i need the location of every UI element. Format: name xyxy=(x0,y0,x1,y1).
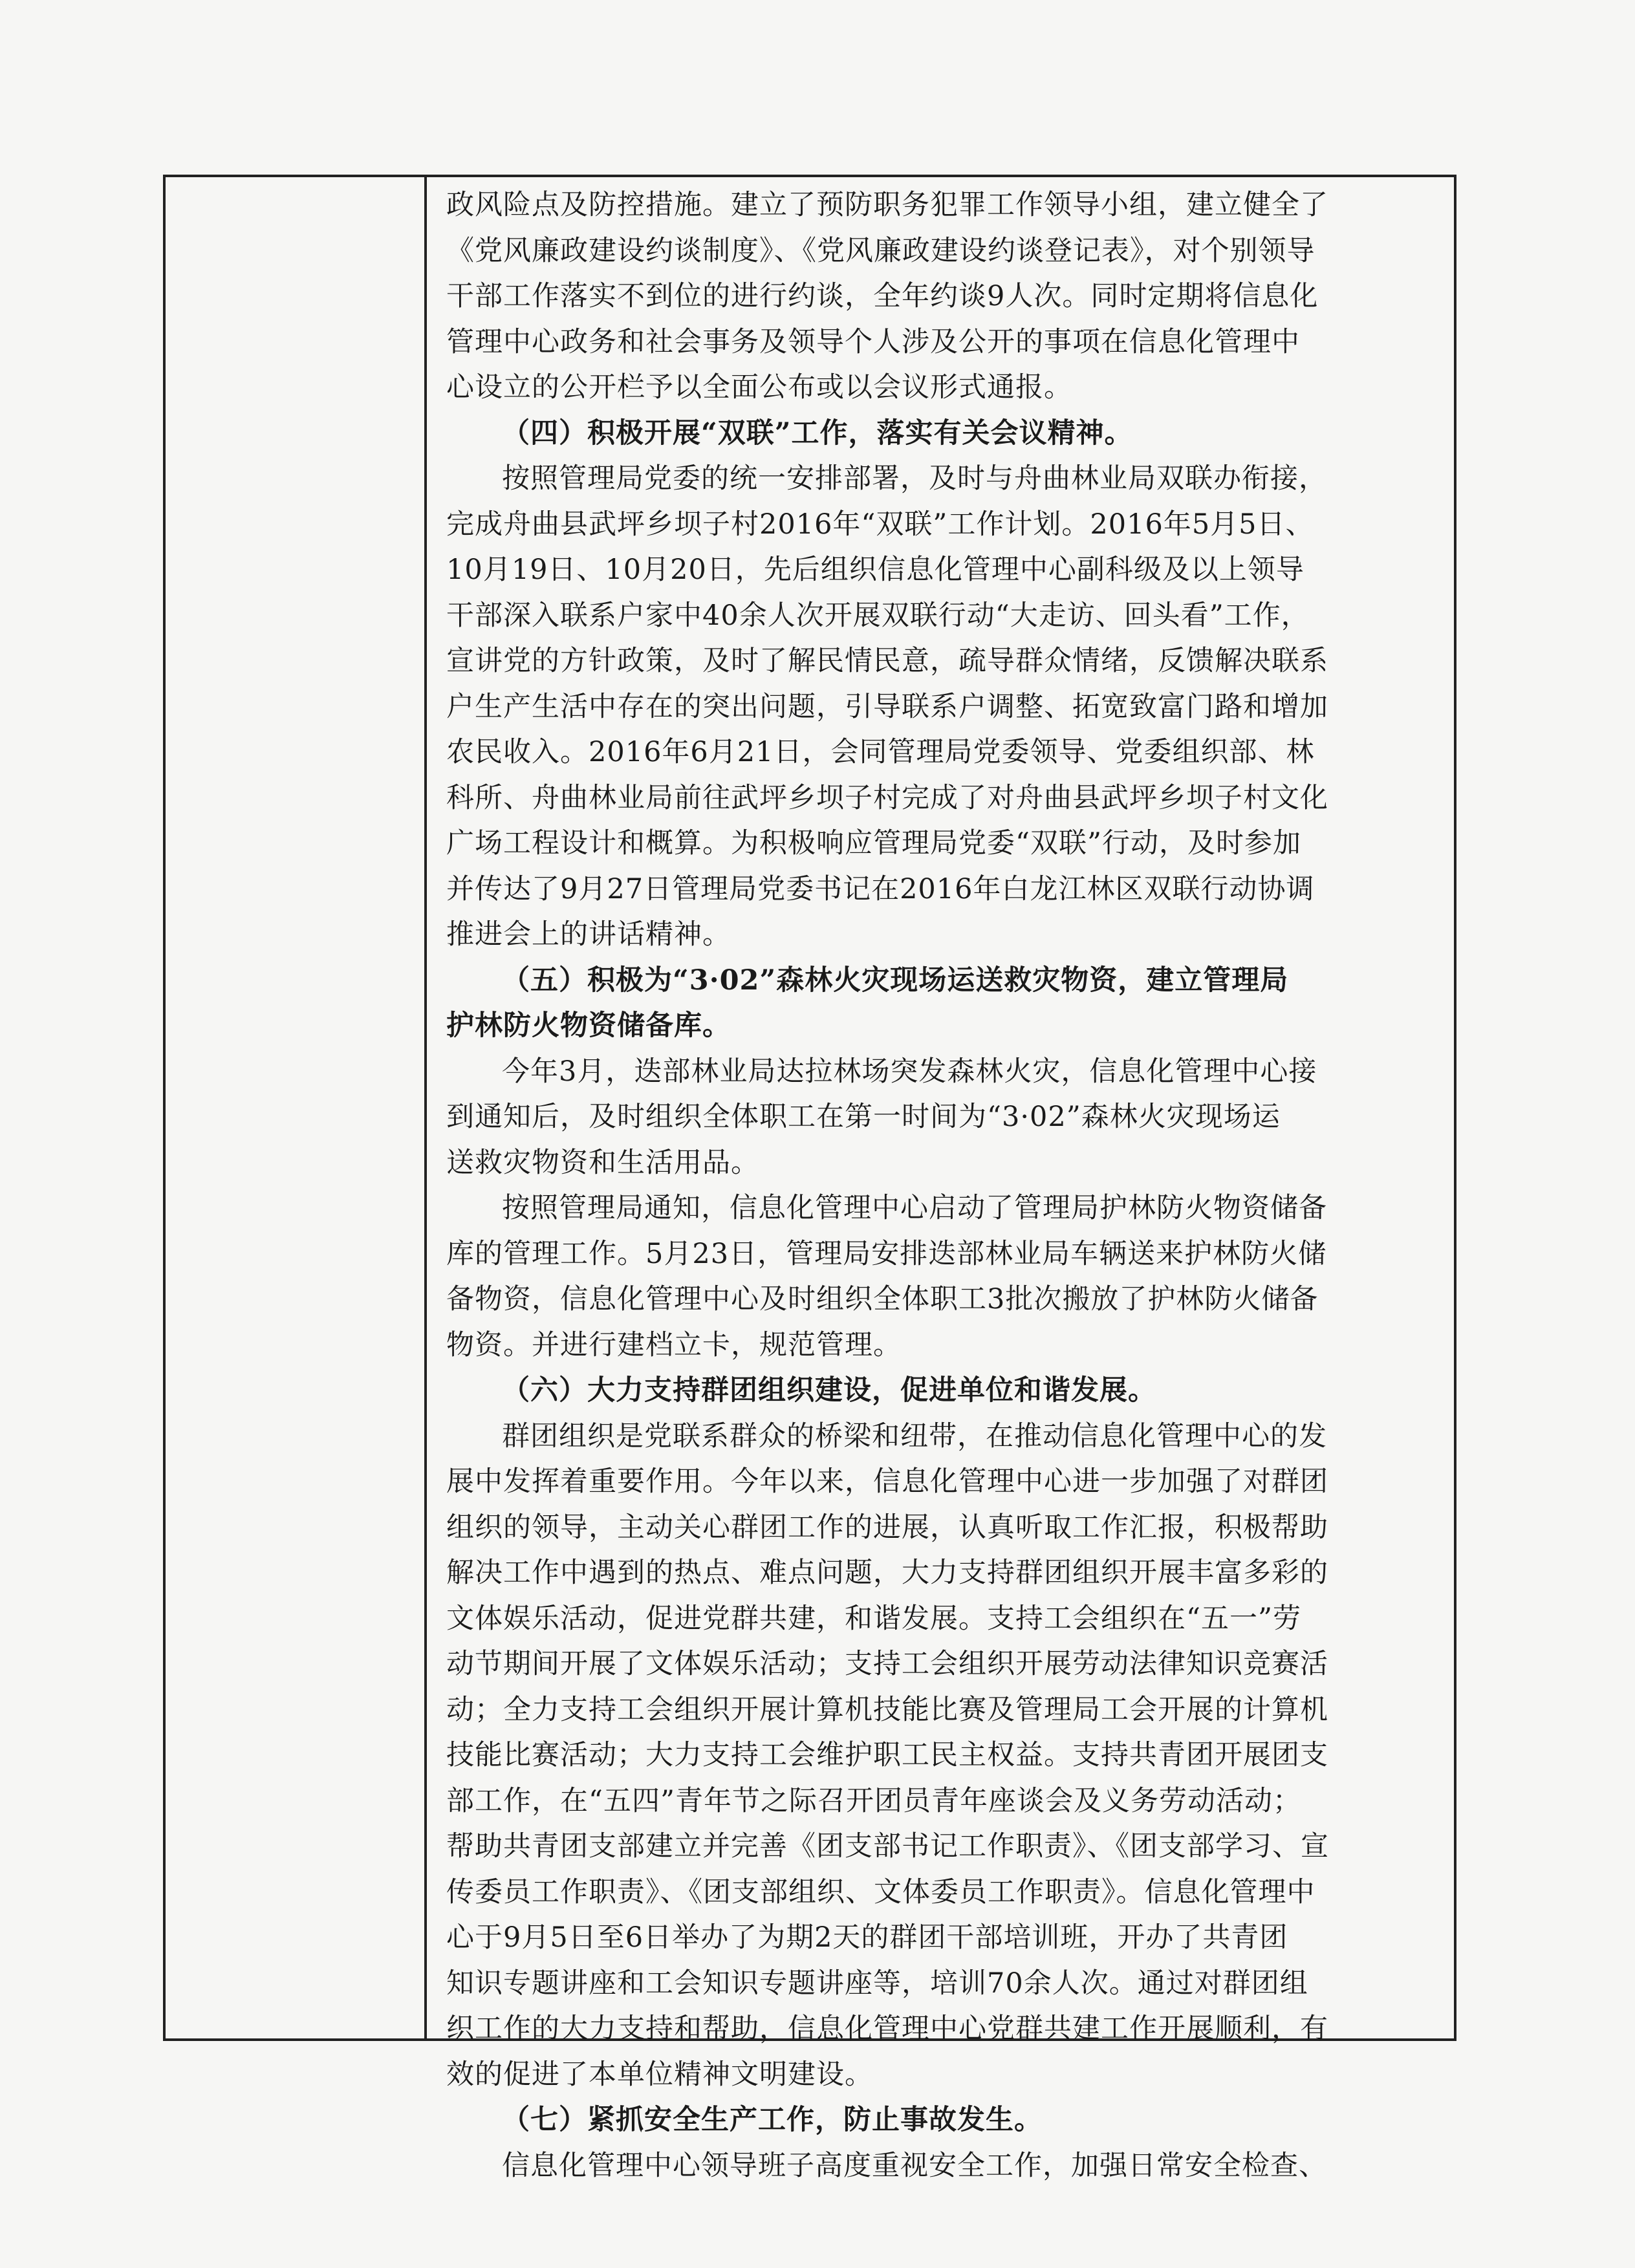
paragraph-line: 效的促进了本单位精神文明建设。 xyxy=(446,2058,873,2091)
paragraph-line: 完成舟曲县武坪乡坝子村2016年“双联”工作计划。2016年5月5日、 xyxy=(446,508,1314,541)
paragraph-line: 送救灾物资和生活用品。 xyxy=(446,1146,759,1179)
section-heading-line: （六）大力支持群团组织建设，促进单位和谐发展。 xyxy=(502,1374,1156,1407)
paragraph-line: 织工作的大力支持和帮助，信息化管理中心党群共建工作开展顺利，有 xyxy=(446,2013,1328,2045)
paragraph-line: 按照管理局党委的统一安排部署，及时与舟曲林业局双联办衔接， xyxy=(502,462,1327,495)
paragraph-line: 动节期间开展了文体娱乐活动；支持工会组织开展劳动法律知识竞赛活 xyxy=(446,1648,1328,1680)
paragraph-line: 传委员工作职责》、《团支部组织、文体委员工作职责》。信息化管理中 xyxy=(446,1875,1316,1908)
paragraph-line: 心于9月5日至6日举办了为期2天的群团干部培训班，开办了共青团 xyxy=(446,1921,1288,1954)
paragraph-line: 心设立的公开栏予以全面公布或以会议形式通报。 xyxy=(446,371,1072,404)
document-table xyxy=(163,175,1456,2182)
section-heading-line: （四）积极开展“双联”工作，落实有关会议精神。 xyxy=(502,416,1133,449)
section-heading-line: （五）积极为“3·02”森林火灾现场运送救灾物资，建立管理局 xyxy=(502,964,1289,997)
paragraph-line: 展中发挥着重要作用。今年以来，信息化管理中心进一步加强了对群团 xyxy=(446,1465,1328,1498)
section-heading-line: 护林防火物资储备库。 xyxy=(446,1010,731,1042)
paragraph-line: 部工作，在“五四”青年节之际召开团员青年座谈会及义务劳动活动； xyxy=(446,1784,1301,1817)
paragraph-line: 农民收入。2016年6月21日，会同管理局党委领导、党委组织部、林 xyxy=(446,736,1315,768)
paragraph-line: 备物资，信息化管理中心及时组织全体职工3批次搬放了护林防火储备 xyxy=(446,1283,1319,1315)
paragraph-line: 知识专题讲座和工会知识专题讲座等，培训70余人次。通过对群团组 xyxy=(446,1967,1308,2000)
table-content-column xyxy=(427,177,1454,2182)
table-left-column xyxy=(166,177,427,2038)
paragraph-line: 10月19日、10月20日，先后组织信息化管理中心副科级及以上领导 xyxy=(446,554,1305,586)
paragraph-line: 干部深入联系户家中40余人次开展双联行动“大走访、回头看”工作， xyxy=(446,599,1310,632)
paragraph-line: 动；全力支持工会组织开展计算机技能比赛及管理局工会开展的计算机 xyxy=(446,1693,1328,1726)
paragraph-line: 信息化管理中心领导班子高度重视安全工作，加强日常安全检查、 xyxy=(502,2149,1327,2182)
paragraph-line: 按照管理局通知，信息化管理中心启动了管理局护林防火物资储备 xyxy=(502,1192,1327,1224)
paragraph-line: 解决工作中遇到的热点、难点问题，大力支持群团组织开展丰富多彩的 xyxy=(446,1557,1328,1589)
paragraph-line: 推进会上的讲话精神。 xyxy=(446,918,731,951)
paragraph-line: 今年3月，迭部林业局达拉林场突发森林火灾，信息化管理中心接 xyxy=(502,1055,1317,1088)
paragraph-line: 组织的领导，主动关心群团工作的进展，认真听取工作汇报，积极帮助 xyxy=(446,1511,1328,1544)
paragraph-line: 干部工作落实不到位的进行约谈，全年约谈9人次。同时定期将信息化 xyxy=(446,280,1319,312)
paragraph-line: 物资。并进行建档立卡，规范管理。 xyxy=(446,1328,902,1361)
paragraph-line: 技能比赛活动；大力支持工会维护职工民主权益。支持共青团开展团支 xyxy=(446,1739,1328,1771)
paragraph-line: 政风险点及防控措施。建立了预防职务犯罪工作领导小组，建立健全了 xyxy=(446,189,1328,221)
paragraph-line: 并传达了9月27日管理局党委书记在2016年白龙江林区双联行动协调 xyxy=(446,872,1315,905)
paragraph-line: 宣讲党的方针政策，及时了解民情民意，疏导群众情绪，反馈解决联系 xyxy=(446,645,1328,677)
paragraph-line: 库的管理工作。5月23日，管理局安排迭部林业局车辆送来护林防火储 xyxy=(446,1237,1327,1270)
paragraph-line: 户生产生活中存在的突出问题，引导联系户调整、拓宽致富门路和增加 xyxy=(446,690,1328,723)
paragraph-line: 帮助共青团支部建立并完善《团支部书记工作职责》、《团支部学习、宣 xyxy=(446,1830,1329,1863)
paragraph-line: 《党风廉政建设约谈制度》、《党风廉政建设约谈登记表》，对个别领导 xyxy=(446,234,1316,267)
paragraph-line: 到通知后，及时组织全体职工在第一时间为“3·02”森林火灾现场运 xyxy=(446,1101,1281,1133)
paragraph-line: 科所、舟曲林业局前往武坪乡坝子村完成了对舟曲县武坪乡坝子村文化 xyxy=(446,781,1328,814)
paragraph-line: 群团组织是党联系群众的桥梁和纽带，在推动信息化管理中心的发 xyxy=(502,1420,1327,1453)
paragraph-line: 管理中心政务和社会事务及领导个人涉及公开的事项在信息化管理中 xyxy=(446,325,1300,358)
paragraph-line: 文体娱乐活动，促进党群共建，和谐发展。支持工会组织在“五一”劳 xyxy=(446,1602,1301,1635)
section-heading-line: （七）紧抓安全生产工作，防止事故发生。 xyxy=(502,2104,1043,2136)
paragraph-line: 广场工程设计和概算。为积极响应管理局党委“双联”行动，及时参加 xyxy=(446,827,1301,859)
